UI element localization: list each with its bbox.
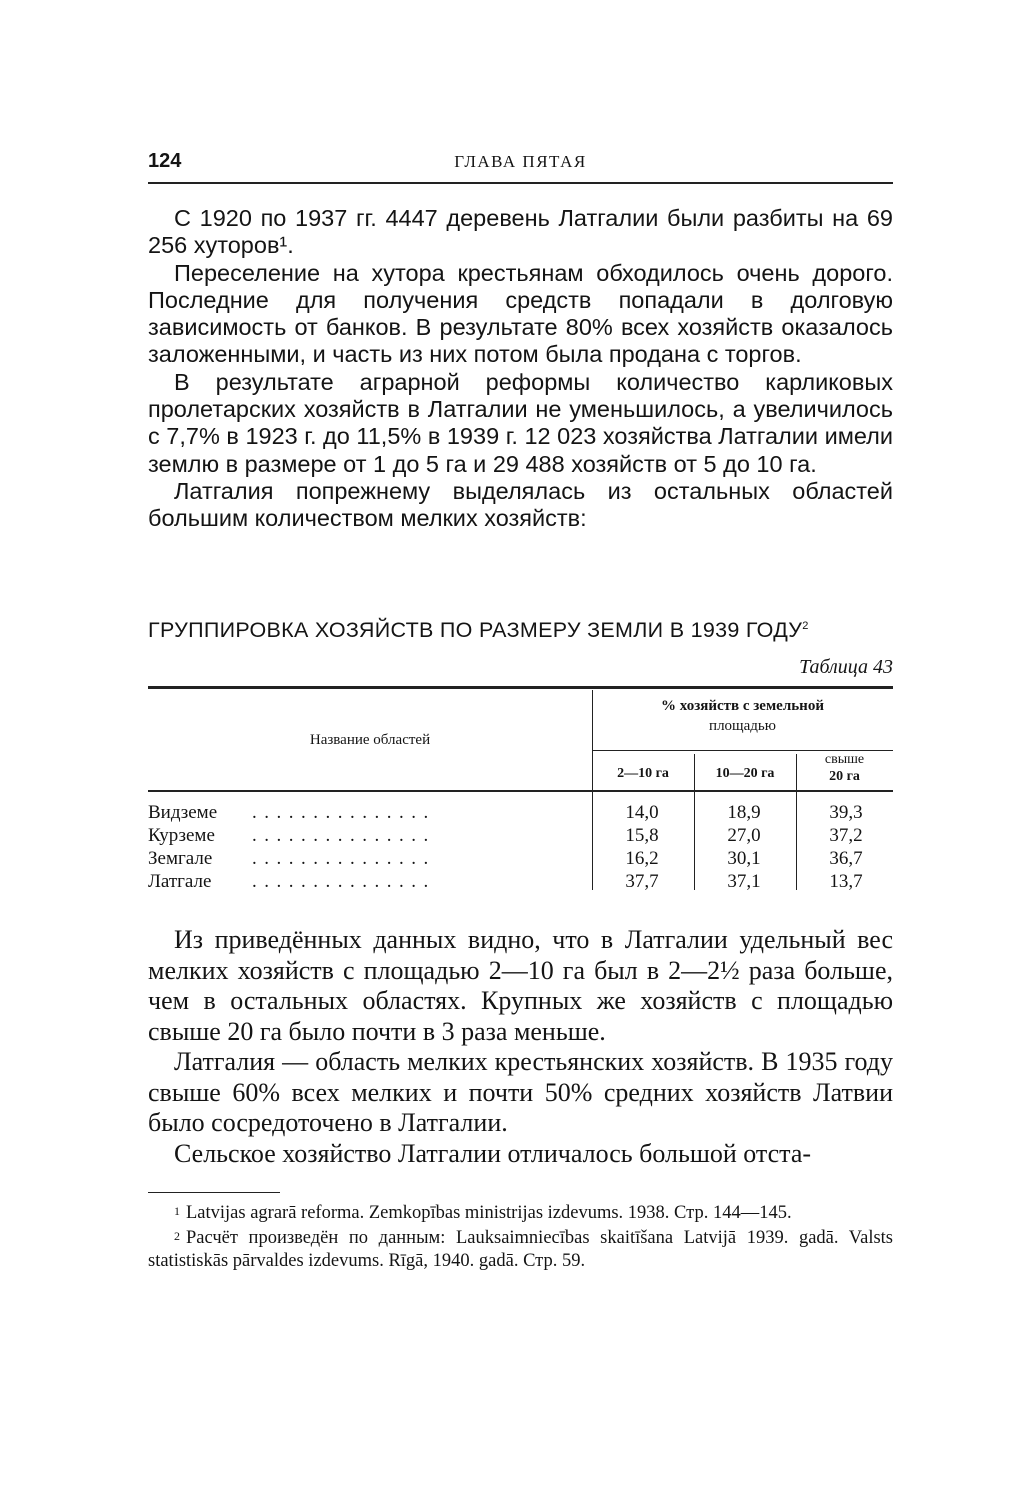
col-header-over-20-line2: 20 га xyxy=(829,769,860,784)
paragraph: Из приведённых данных видно, что в Латгалии удельный вес мелких хозяйств с площадью 2—10 га был в 2—2½ раза больше, чем в остальных областях. Крупных же хозяйств с площадью свыше 20 га было почти в 3 раза меньше. xyxy=(148,925,893,1046)
region-name: Земгале xyxy=(148,848,213,869)
region-name: Латгале xyxy=(148,871,212,892)
running-head: ГЛАВА ПЯТАЯ xyxy=(454,152,587,171)
col-header-10-20: 10—20 га xyxy=(715,766,775,781)
cell-over-20: 13,7 xyxy=(829,871,863,892)
paragraph: В результате аграрной реформы количество карликовых пролетарских хозяйств в Латгалии не уменьшилось, а увеличилось с 7,7% в 1923 г. до 11,5% в 1939 г. 12 023 хозяйства Латгалии имели землю в размере от 1 до 5 га и 29 488 хозяйств от 5 до 10 га. xyxy=(148,368,893,477)
header-bottom-rule xyxy=(148,790,893,792)
cell-over-20: 37,2 xyxy=(829,825,863,846)
table-title-text: ГРУППИРОВКА ХОЗЯЙСТВ ПО РАЗМЕРУ ЗЕМЛИ В 1939 ГОДУ xyxy=(148,618,803,642)
cell-10-20: 27,0 xyxy=(727,825,761,846)
cell-over-20: 39,3 xyxy=(829,802,863,823)
cell-2-10: 14,0 xyxy=(625,802,659,823)
cell-over-20: 36,7 xyxy=(829,848,863,869)
intro-text xyxy=(148,205,893,533)
analysis-text xyxy=(148,925,893,1169)
paragraph: Латгалия — область мелких крестьянских хозяйств. В 1935 году свыше 60% всех мелких и почти 50% средних хозяйств Латвии было сосредоточено в Латгалии. xyxy=(148,1047,893,1137)
footnote-text: Расчёт произведён по данным: Lauksaimniecības skaitīšana Latvijā 1939. gadā. Valsts statistiskās pārvaldes izdevums. Rīgā, 1940. gadā. Стр. 59. xyxy=(148,1228,893,1271)
leader-dots: ............... xyxy=(252,848,436,869)
footnote-separator xyxy=(148,1192,280,1193)
paragraph: Сельское хозяйство Латгалии отличалось большой отста- xyxy=(174,1138,812,1168)
cell-2-10: 15,8 xyxy=(625,825,659,846)
region-column-header: Название областей xyxy=(309,732,431,748)
header-subrule xyxy=(592,750,893,751)
table-title-footnote-mark: 2 xyxy=(802,619,809,632)
table-title xyxy=(148,618,893,643)
percent-group-header: % хозяйств с земельной xyxy=(661,698,824,714)
cell-10-20: 18,9 xyxy=(727,802,761,823)
footnote-mark: 1 xyxy=(174,1204,180,1218)
cell-2-10: 16,2 xyxy=(625,848,659,869)
footnote xyxy=(148,1225,893,1273)
table-top-rule-inner xyxy=(148,688,893,689)
region-name: Видземе xyxy=(148,802,218,823)
paragraph: Латгалия попрежнему выделялась из остальных областей большим количеством мелких хозяйств: xyxy=(148,477,893,532)
region-name: Курземе xyxy=(148,825,215,846)
cell-2-10: 37,7 xyxy=(625,871,659,892)
percent-group-header-line2: площадью xyxy=(709,718,776,734)
paragraph: С 1920 по 1937 гг. 4447 деревень Латгалии были разбиты на 69 256 хуторов¹. xyxy=(148,205,893,259)
col-header-over-20-line1: свыше xyxy=(824,752,865,767)
footnote-mark: 2 xyxy=(174,1229,180,1243)
leader-dots: ............... xyxy=(252,871,436,892)
footnote-text: Latvijas agrarā reforma. Zemkopības ministrijas izdevums. 1938. Стр. 144—145. xyxy=(186,1203,792,1223)
col-header-2-10: 2—10 га xyxy=(617,766,669,781)
cell-10-20: 37,1 xyxy=(727,871,761,892)
leader-dots: ............... xyxy=(252,825,436,846)
cell-10-20: 30,1 xyxy=(727,848,761,869)
page-number: 124 xyxy=(148,150,182,172)
leader-dots: ............... xyxy=(252,802,436,823)
paragraph: Переселение на хутора крестьянам обходилось очень дорого. Последние для получения средств попадали в долговую зависимость от банков. В результате 80% всех хозяйств оказалось заложенными, и часть из них потом была продана с торгов. xyxy=(148,259,893,368)
footnotes xyxy=(148,1200,893,1273)
footnote xyxy=(148,1200,893,1225)
page-header xyxy=(148,150,893,184)
table-number: Таблица 43 xyxy=(799,656,893,678)
